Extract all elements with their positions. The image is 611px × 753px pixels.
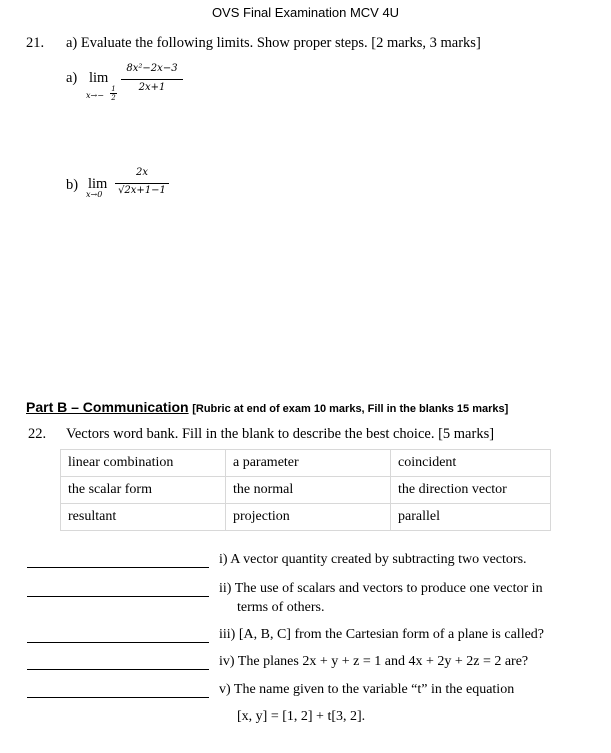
word-bank-cell: the scalar form	[61, 477, 226, 504]
item-ii: ii) The use of scalars and vectors to produce one vector in	[219, 581, 543, 596]
word-bank-cell: the normal	[226, 477, 391, 504]
limit-b-label: b)	[66, 177, 79, 193]
limit-b-lim: lim	[88, 176, 108, 192]
limit-a-subscript-num: 1	[111, 85, 116, 93]
item-ii-continued: terms of others.	[237, 600, 325, 615]
limit-b-fraction-bar	[115, 183, 169, 184]
word-bank-cell: resultant	[61, 504, 226, 531]
limit-b-denominator: √2x+1−1	[118, 185, 166, 196]
limit-a-denominator: 2x+1	[138, 82, 166, 93]
limit-a-numerator: 8x²−2x−3	[126, 63, 178, 74]
part-b-title: Part B – Communication	[26, 399, 189, 415]
item-iii: iii) [A, B, C] from the Cartesian form of a plane is called?	[219, 627, 545, 642]
item-iv: iv) The planes 2x + y + z = 1 and 4x + 2y + 2z = 2 are?	[219, 654, 529, 669]
limit-a-fraction-bar	[121, 79, 183, 80]
limit-a-subscript-var: x→−	[86, 91, 104, 100]
word-bank-cell: linear combination	[61, 450, 226, 477]
limit-b-numerator: 2x	[135, 167, 148, 178]
answer-blank-v[interactable]	[27, 697, 209, 698]
word-bank-cell: coincident	[391, 450, 551, 477]
item-v-equation: [x, y] = [1, 2] + t[3, 2].	[237, 709, 366, 724]
question-21-number: 21.	[26, 35, 45, 51]
word-bank-cell: a parameter	[226, 450, 391, 477]
table-row	[61, 504, 551, 531]
item-i: i) A vector quantity created by subtracting two vectors.	[219, 552, 527, 567]
answer-blank-iv[interactable]	[27, 669, 209, 670]
limit-a-subscript-fraction	[110, 85, 117, 102]
question-22-number: 22.	[28, 426, 47, 442]
table-row	[61, 450, 551, 477]
item-v: v) The name given to the variable “t” in the equation	[219, 682, 515, 697]
word-bank-table	[60, 449, 551, 531]
answer-blank-iii[interactable]	[27, 642, 209, 643]
word-bank-cell: the direction vector	[391, 477, 551, 504]
limit-a-subscript-den: 2	[111, 94, 116, 102]
question-22-prompt: Vectors word bank. Fill in the blank to describe the best choice. [5 marks]	[66, 426, 495, 442]
word-bank-cell: parallel	[391, 504, 551, 531]
table-row	[61, 477, 551, 504]
question-21-prompt: a) Evaluate the following limits. Show proper steps. [2 marks, 3 marks]	[66, 35, 481, 51]
part-b-heading	[26, 399, 508, 415]
limit-a-lim: lim	[89, 70, 109, 86]
answer-blank-i[interactable]	[27, 567, 209, 568]
limit-a-label: a)	[66, 70, 78, 86]
word-bank-cell: projection	[226, 504, 391, 531]
page-header: OVS Final Examination MCV 4U	[211, 5, 400, 20]
limit-b-subscript: x→0	[86, 190, 103, 199]
part-b-rubric: [Rubric at end of exam 10 marks, Fill in the blanks 15 marks]	[192, 403, 509, 415]
answer-blank-ii[interactable]	[27, 596, 209, 597]
